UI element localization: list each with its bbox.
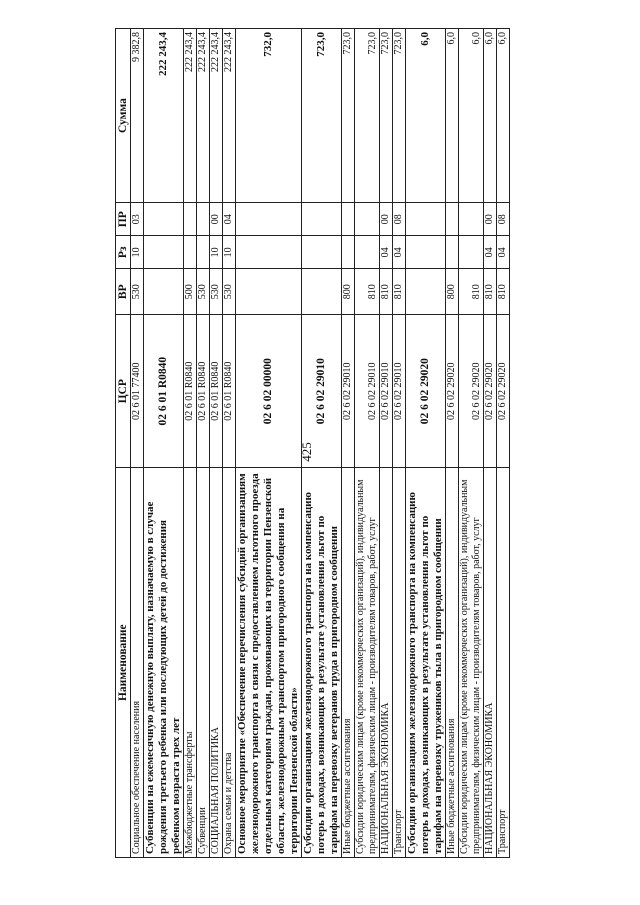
cell-vr	[144, 268, 184, 314]
cell-csr: 02 6 01 R0840	[144, 314, 184, 467]
cell-sum: 9 382,8	[131, 28, 144, 202]
cell-pr	[406, 202, 446, 235]
cell-rz: 04	[497, 235, 510, 268]
cell-vr: 810	[497, 268, 510, 314]
cell-csr: 02 6 01 R0840	[223, 314, 236, 467]
cell-sum: 6,0	[446, 28, 459, 202]
cell-sum: 222 243,4	[184, 28, 197, 202]
table-row	[236, 28, 302, 857]
cell-name: Субсидии организациям железнодорожного транспорта на компенсацию потерь в доходах, возникающих в результате установления льгот по тарифам на перевозку тружеников тыла в пригородном сообщении	[406, 467, 446, 857]
cell-vr: 530	[197, 268, 210, 314]
table-row	[393, 28, 406, 857]
cell-pr: 04	[223, 202, 236, 235]
cell-vr: 810	[393, 268, 406, 314]
cell-pr	[184, 202, 197, 235]
cell-sum: 6,0	[484, 28, 497, 202]
table-row	[302, 28, 342, 857]
cell-csr: 02 6 02 29020	[459, 314, 484, 467]
cell-vr	[236, 268, 302, 314]
cell-rz	[236, 235, 302, 268]
cell-sum: 723,0	[355, 28, 380, 202]
cell-rz: 10	[210, 235, 223, 268]
cell-name: Субсидии юридическим лицам (кроме некоммерческих организаций), индивидуальным предпринимателям, физическим лицам - производителям товаров, работ, услуг	[459, 467, 484, 857]
cell-name: Охрана семьи и детства	[223, 467, 236, 857]
cell-name: Транспорт	[497, 467, 510, 857]
table-row	[497, 28, 510, 857]
cell-pr: 00	[380, 202, 393, 235]
cell-pr	[197, 202, 210, 235]
cell-csr: 02 6 01 R0840	[210, 314, 223, 467]
cell-vr: 530	[131, 268, 144, 314]
cell-csr: 02 6 02 29010	[302, 314, 342, 467]
cell-rz: 04	[393, 235, 406, 268]
cell-vr: 530	[223, 268, 236, 314]
cell-name: Субсидии организациям железнодорожного транспорта на компенсацию потерь в доходах, возникающих в результате установления льгот по тарифам на перевозку ветеранов труда в пригородном сообщении	[302, 467, 342, 857]
cell-pr	[446, 202, 459, 235]
table-row	[380, 28, 393, 857]
cell-csr: 02 6 02 29020	[484, 314, 497, 467]
cell-rz	[406, 235, 446, 268]
table-header-row	[116, 28, 131, 857]
cell-csr: 02 6 02 29010	[355, 314, 380, 467]
table-row	[144, 28, 184, 857]
cell-rz	[342, 235, 355, 268]
header-name: Наименование	[116, 467, 131, 857]
cell-pr	[355, 202, 380, 235]
cell-vr: 810	[484, 268, 497, 314]
cell-name: Транспорт	[393, 467, 406, 857]
cell-sum: 723,0	[393, 28, 406, 202]
table-row	[459, 28, 484, 857]
budget-table	[115, 28, 510, 858]
cell-pr	[342, 202, 355, 235]
cell-name: Субсидии юридическим лицам (кроме некоммерческих организаций), индивидуальным предпринимателям, физическим лицам - производителям товаров, работ, услуг	[355, 467, 380, 857]
cell-rz	[184, 235, 197, 268]
cell-sum: 723,0	[380, 28, 393, 202]
cell-pr: 00	[484, 202, 497, 235]
table-row	[210, 28, 223, 857]
cell-pr	[459, 202, 484, 235]
cell-name: СОЦИАЛЬНАЯ ПОЛИТИКА	[210, 467, 223, 857]
cell-vr	[302, 268, 342, 314]
cell-csr: 02 6 02 29010	[393, 314, 406, 467]
cell-pr: 00	[210, 202, 223, 235]
table-body	[131, 28, 510, 857]
table-row	[223, 28, 236, 857]
cell-csr: 02 6 02 29020	[446, 314, 459, 467]
cell-sum: 222 243,4	[223, 28, 236, 202]
cell-rz	[446, 235, 459, 268]
cell-pr	[144, 202, 184, 235]
cell-sum: 723,0	[302, 28, 342, 202]
cell-name: НАЦИОНАЛЬНАЯ ЭКОНОМИКА	[484, 467, 497, 857]
cell-name: Субвенции на ежемесячную денежную выплату, назначаемую в случае рождения третьего ребенка или последующих детей до достижения ребенком возраста трех лет	[144, 467, 184, 857]
cell-name: Межбюджетные трансферты	[184, 467, 197, 857]
cell-vr: 810	[355, 268, 380, 314]
page-number: 425	[299, 442, 314, 462]
table-row	[355, 28, 380, 857]
cell-name: Основное мероприятие «Обеспечение перечисления субсидий организациям железнодорожного транспорта в связи с предоставлением льготного проезда отдельным категориям граждан, проживающих на территории Пензенской области, железнодорожным транспортом пригородного сообщения на территории Пензенской области»	[236, 467, 302, 857]
cell-csr: 02 6 02 29020	[406, 314, 446, 467]
cell-csr: 02 6 01 R0840	[197, 314, 210, 467]
cell-vr: 500	[184, 268, 197, 314]
cell-vr: 810	[380, 268, 393, 314]
cell-csr: 02 6 02 00000	[236, 314, 302, 467]
cell-vr: 800	[446, 268, 459, 314]
table-row	[484, 28, 497, 857]
cell-rz	[197, 235, 210, 268]
cell-csr: 02 6 02 29010	[342, 314, 355, 467]
cell-pr: 08	[497, 202, 510, 235]
table-row	[197, 28, 210, 857]
cell-name: Иные бюджетные ассигнования	[342, 467, 355, 857]
cell-rz	[459, 235, 484, 268]
cell-sum: 222 243,4	[197, 28, 210, 202]
cell-pr: 03	[131, 202, 144, 235]
cell-rz: 04	[380, 235, 393, 268]
cell-vr: 800	[342, 268, 355, 314]
header-vr: ВР	[116, 268, 131, 314]
table-row	[131, 28, 144, 857]
table-row	[406, 28, 446, 857]
cell-name: Субвенции	[197, 467, 210, 857]
header-pr: ПР	[116, 202, 131, 235]
header-sum: Сумма	[116, 28, 131, 202]
table-row	[446, 28, 459, 857]
cell-vr: 530	[210, 268, 223, 314]
cell-sum: 723,0	[342, 28, 355, 202]
cell-csr: 02 6 01 77400	[131, 314, 144, 467]
cell-sum: 6,0	[459, 28, 484, 202]
cell-rz	[355, 235, 380, 268]
cell-name: Иные бюджетные ассигнования	[446, 467, 459, 857]
cell-rz	[302, 235, 342, 268]
cell-rz: 10	[131, 235, 144, 268]
cell-csr: 02 6 02 29020	[497, 314, 510, 467]
cell-sum: 222 243,4	[210, 28, 223, 202]
cell-sum: 732,0	[236, 28, 302, 202]
cell-pr	[302, 202, 342, 235]
cell-sum: 6,0	[497, 28, 510, 202]
cell-name: Социальное обеспечение населения	[131, 467, 144, 857]
cell-pr: 08	[393, 202, 406, 235]
cell-csr: 02 6 01 R0840	[184, 314, 197, 467]
cell-pr	[236, 202, 302, 235]
header-csr: ЦСР	[116, 314, 131, 467]
cell-name: НАЦИОНАЛЬНАЯ ЭКОНОМИКА	[380, 467, 393, 857]
header-rz: Рз	[116, 235, 131, 268]
table-row	[184, 28, 197, 857]
cell-sum: 222 243,4	[144, 28, 184, 202]
cell-rz: 04	[484, 235, 497, 268]
cell-rz	[144, 235, 184, 268]
rotated-table-container	[115, 28, 605, 858]
cell-sum: 6,0	[406, 28, 446, 202]
cell-csr: 02 6 02 29010	[380, 314, 393, 467]
cell-rz: 10	[223, 235, 236, 268]
cell-vr	[406, 268, 446, 314]
cell-vr: 810	[459, 268, 484, 314]
table-row	[342, 28, 355, 857]
